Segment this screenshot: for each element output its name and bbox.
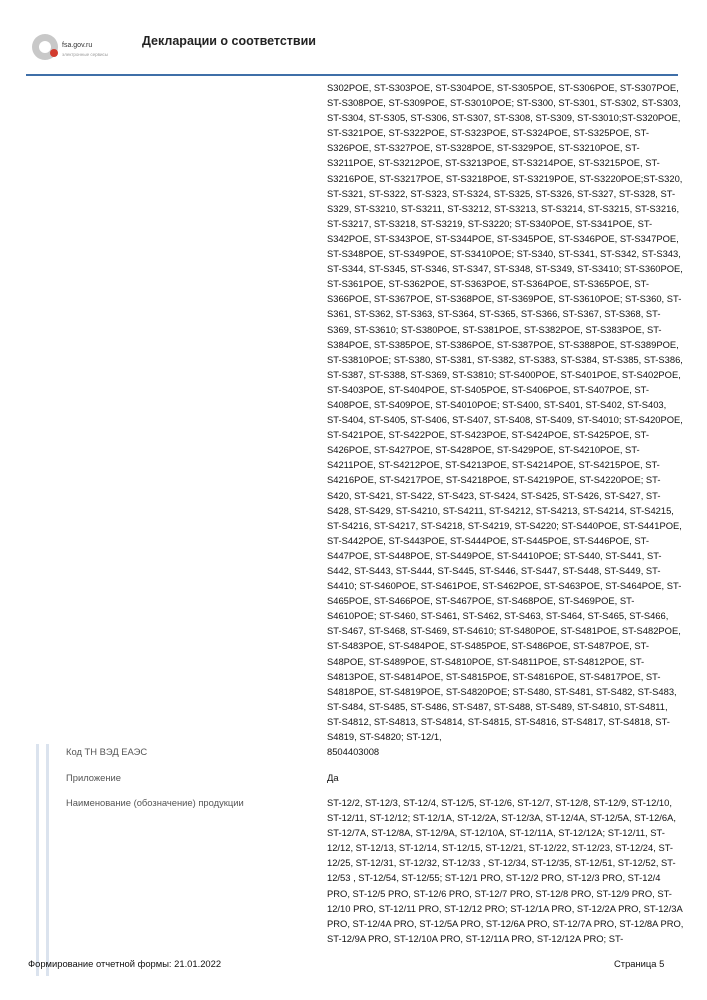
field-label-appendix: Приложение [66, 772, 121, 783]
section-indent-bars [36, 744, 50, 976]
indent-bar [36, 744, 39, 976]
logo-dot-icon [50, 49, 58, 57]
field-label-product-name: Наименование (обозначение) продукции [66, 797, 244, 808]
fsa-logo[interactable] [32, 32, 142, 66]
field-value-appendix: Да [327, 772, 339, 783]
field-label-tnved: Код ТН ВЭД ЕАЭС [66, 746, 148, 757]
page-number: Страница 5 [614, 958, 665, 969]
field-value-product-name: ST-12/2, ST-12/3, ST-12/4, ST-12/5, ST-12/6, ST-12/7, ST-12/8, ST-12/9, ST-12/10, ST-12/11, ST-12/12; ST-12/1A, ST-12/2A, ST-12/3A, ST-12/4A, ST-12/5A, ST-12/6A, ST-12/7A, ST-12/8A, ST-12/9A, ST-12/10A, ST-12/11A, ST-12/12A; ST-12/11, ST-12/12, ST-12/13, ST-12/14, ST-12/15, ST-12/21, ST-12/22, ST-12/23, ST-12/24, ST-12/25, ST-12/31, ST-12/32, ST-12/33 , ST-12/34, ST-12/35, ST-12/51, ST-12/52, ST-12/53 , ST-12/54, ST-12/55; ST-12/1 PRO, ST-12/2 PRO, ST-12/3 PRO, ST-12/4 PRO, ST-12/5 PRO, ST-12/6 PRO, ST-12/7 PRO, ST-12/8 PRO, ST-12/9 PRO, ST-12/10 PRO, ST-12/11 PRO, ST-12/12 PRO; ST-12/1A PRO, ST-12/2A PRO, ST-12/3A PRO, ST-12/4A PRO, ST-12/5A PRO, ST-12/6A PRO, ST-12/7A PRO, ST-12/8A PRO, ST-12/9A PRO, ST-12/10A PRO, ST-12/11A PRO, ST-12/12A PRO; ST- [327, 797, 684, 944]
continued-product-list: S302POE, ST-S303POE, ST-S304POE, ST-S305POE, ST-S306POE, ST-S307POE, ST-S308POE, ST-S309POE, ST-S3010POE; ST-S300, ST-S301, ST-S302, ST-S303, ST-S304, ST-S305, ST-S306, ST-S307, ST-S308, ST-S309, ST-S3010;ST-S320POE, ST-S321POE, ST-S322POE, ST-S323POE, ST-S324POE, ST-S325POE, ST-S326POE, ST-S327POE, ST-S328POE, ST-S329POE, ST-S3210POE, ST-S3211POE, ST-S3212POE, ST-S3213POE, ST-S3214POE, ST-S3215POE, ST-S3216POE, ST-S3217POE, ST-S3218POE, ST-S3219POE, ST-S3220POE;ST-S320, ST-S321, ST-S322, ST-S323, ST-S324, ST-S325, ST-S326, ST-S327, ST-S328, ST-S329, ST-S3210, ST-S3211, ST-S3212, ST-S3213, ST-S3214, ST-S3215, ST-S3216, ST-S3217, ST-S3218, ST-S3219, ST-S3220; ST-S340POE, ST-S341POE, ST-S342POE, ST-S343POE, ST-S344POE, ST-S345POE, ST-S346POE, ST-S347POE, ST-S348POE, ST-S349POE, ST-S3410POE; ST-S340, ST-S341, ST-S342, ST-S343, ST-S344, ST-S345, ST-S346, ST-S347, ST-S348, ST-S349, ST-S3410; ST-S360POE, ST-S361POE, ST-S362POE, ST-S363POE, ST-S364POE, ST-S365POE, ST-S366POE, ST-S367POE, ST-S368POE, ST-S369POE, ST-S3610POE; ST-S360, ST-S361, ST-S362, ST-S363, ST-S364, ST-S365, ST-S366, ST-S367, ST-S368, ST-S369, ST-S3610; ST-S380POE, ST-S381POE, ST-S382POE, ST-S383POE, ST-S384POE, ST-S385POE, ST-S386POE, ST-S387POE, ST-S388POE, ST-S389POE, ST-S3810POE; ST-S380, ST-S381, ST-S382, ST-S383, ST-S384, ST-S385, ST-S386, ST-S387, ST-S388, ST-S369, ST-S3810; ST-S400POE, ST-S401POE, ST-S402POE, ST-S403POE, ST-S404POE, ST-S405POE, ST-S406POE, ST-S407POE, ST-S408POE, ST-S409POE, ST-S4010POE; ST-S400, ST-S401, ST-S402, ST-S403, ST-S404, ST-S405, ST-S406, ST-S407, ST-S408, ST-S409, ST-S4010; ST-S420POE, ST-S421POE, ST-S422POE, ST-S423POE, ST-S424POE, ST-S425POE, ST-S426POE, ST-S427POE, ST-S428POE, ST-S429POE, ST-S4210POE, ST-S4211POE, ST-S4212POE, ST-S4213POE, ST-S4214POE, ST-S4215POE, ST-S4216POE, ST-S4217POE, ST-S4218POE, ST-S4219POE, ST-S4220POE; ST-S420, ST-S421, ST-S422, ST-S423, ST-S424, ST-S425, ST-S426, ST-S427, ST-S428, ST-S429, ST-S4210, ST-S4211, ST-S4212, ST-S4213, ST-S4214, ST-S4215, ST-S4216, ST-S4217, ST-S4218, ST-S4219, ST-S4220; ST-S440POE, ST-S441POE, ST-S442POE, ST-S443POE, ST-S444POE, ST-S445POE, ST-S446POE, ST-S447POE, ST-S448POE, ST-S449POE, ST-S4410POE; ST-S440, ST-S441, ST-S442, ST-S443, ST-S444, ST-S445, ST-S446, ST-S447, ST-S448, ST-S449, ST-S4410; ST-S460POE, ST-S461POE, ST-S462POE, ST-S463POE, ST-S464POE, ST-S465POE, ST-S466POE, ST-S467POE, ST-S468POE, ST-S469POE, ST-S4610POE; ST-S460, ST-S461, ST-S462, ST-S463, ST-S464, ST-S465, ST-S466, ST-S467, ST-S468, ST-S469, ST-S4610; ST-S480POE, ST-S481POE, ST-S482POE, ST-S483POE, ST-S484POE, ST-S485POE, ST-S486POE, ST-S487POE, ST-S48POE, ST-S489POE, ST-S4810POE, ST-S4811POE, ST-S4812POE, ST-S4813POE, ST-S4814POE, ST-S4815POE, ST-S4816POE, ST-S4817POE, ST-S4818POE, ST-S4819POE, ST-S4820POE; ST-S480, ST-S481, ST-S482, ST-S483, ST-S484, ST-S485, ST-S486, ST-S487, ST-S488, ST-S489, ST-S4810, ST-S4811, ST-S4812, ST-S4813, ST-S4814, ST-S4815, ST-S4816, ST-S4817, ST-S4818, ST-S4819, ST-S4820; ST-12/1, [327, 82, 683, 743]
logo-site-text: fsa.gov.ru [62, 42, 93, 49]
field-value-tnved: 8504403008 [327, 746, 380, 757]
logo-subtitle: электронные сервисы [62, 52, 109, 57]
header-divider [26, 74, 678, 76]
page-header [0, 0, 707, 78]
report-generation-date: Формирование отчетной формы: 21.01.2022 [28, 958, 222, 969]
page-title: Декларации о соответствии [142, 34, 316, 48]
indent-bar [46, 744, 49, 976]
